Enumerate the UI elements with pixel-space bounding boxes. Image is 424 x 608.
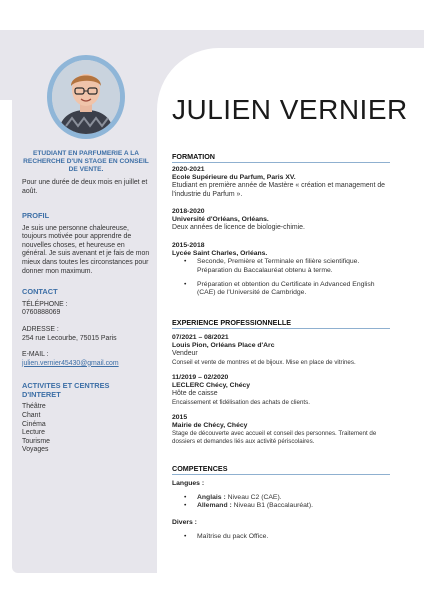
entry-place: LECLERC Chécy, Chécy [172, 382, 251, 390]
langue-name: Allemand : [197, 502, 232, 510]
entry-date: 2020-2021 [172, 166, 205, 173]
formation-entry [172, 208, 388, 233]
entry-place: Mairie de Chécy, Chécy [172, 422, 248, 430]
formation-entry [172, 242, 388, 297]
entry-description: Stage de découverte avec accueil et conseil des personnes. Traitement de dossiers et demandes liés aux activité périscolaires. [172, 430, 377, 445]
activity-item: Chant [22, 411, 41, 419]
activity-item: Voyages [22, 446, 49, 454]
experience-entry [172, 374, 388, 406]
email-label: E-MAIL : [22, 351, 49, 359]
address-label: ADRESSE : [22, 325, 59, 333]
entry-place: Université d'Orléans, Orléans. [172, 216, 269, 224]
langue-name: Anglais : [197, 494, 226, 502]
intro-text: Pour une durée de deux mois en juillet et août. [22, 179, 148, 195]
phone-label: TÉLÉPHONE : [22, 300, 68, 308]
profil-heading: PROFIL [22, 211, 50, 221]
activities-heading: ACTIVITES ET CENTRES D'INTERET [22, 381, 110, 399]
langue-level: Niveau C2 (CAE). [225, 494, 282, 502]
formation-divider [172, 162, 390, 163]
person-photo-icon [52, 60, 120, 134]
phone-value: 0760888069 [22, 309, 61, 317]
activity-item: Théâtre [22, 403, 46, 411]
entry-role: Hôte de caisse [172, 390, 218, 398]
profile-photo [52, 60, 120, 134]
entry-bullet: • Préparation et obtention du Certificate in Advanced English (CAE) de l'Université de Cambridge. [197, 281, 388, 297]
langues-label: Langues : [172, 480, 205, 487]
activity-item: Lecture [22, 429, 45, 437]
divers-item: • Maîtrise du pack Office. [197, 533, 388, 541]
divers-list [172, 533, 388, 541]
entry-bullet: • Seconde, Première et Terminale en filière scientifique. Préparation du Baccalauréat obtenu à terme. [197, 258, 388, 274]
entry-place: Lycée Saint Charles, Orléans. [172, 250, 268, 258]
formation-heading: FORMATION [172, 152, 215, 161]
contact-heading: CONTACT [22, 287, 58, 297]
entry-bullet-list [172, 258, 388, 297]
langue-level: Niveau B1 (Baccalauréat). [231, 502, 313, 510]
competences-heading: COMPETENCES [172, 464, 228, 473]
address-value: 254 rue Lecourbe, 75015 Paris [22, 334, 117, 342]
entry-date: 2015 [172, 414, 188, 421]
entry-description: Deux années de licence de biologie-chimie. [172, 224, 305, 232]
competences-divider [172, 474, 390, 475]
email-link[interactable]: julien.vernier45430@gmail.com [22, 359, 119, 367]
entry-date: 2018-2020 [172, 208, 205, 215]
competences-block [172, 480, 388, 541]
entry-date: 11/2019 – 02/2020 [172, 374, 229, 381]
experience-divider [172, 328, 390, 329]
langues-list [172, 494, 388, 510]
formation-entry [172, 166, 388, 199]
email-line [22, 360, 150, 369]
candidate-name: JULIEN VERNIER [172, 94, 408, 125]
entry-date: 07/2021 – 08/2021 [172, 334, 229, 341]
experience-heading: EXPERIENCE PROFESSIONNELLE [172, 318, 292, 327]
entry-date: 2015-2018 [172, 242, 205, 249]
tagline: ETUDIANT EN PARFUMERIE A LA RECHERCHE D'UN STAGE EN CONSEIL DE VENTE. [23, 150, 149, 173]
profil-text: Je suis une personne chaleureuse, toujours motivée pour apprendre de nouvelles choses, et heureuse en général. Je suis avenant et je fais de mon mieux dans toutes les circonstances pour donner mon maximum. [22, 224, 150, 275]
entry-description: Conseil et vente de montres et de bijoux. Mise en place de vitrines. [172, 358, 356, 366]
experience-entry [172, 414, 388, 446]
sidebar [22, 150, 150, 455]
entry-description: Encaissement et fidélisation des achats de clients. [172, 398, 310, 406]
experience-entry [172, 334, 388, 366]
langue-item [197, 502, 388, 510]
entry-place: Louis Pion, Orléans Place d'Arc [172, 342, 275, 350]
activity-item: Cinéma [22, 420, 46, 428]
entry-description: Etudiant en première année de Mastère « création et management de l'industrie du Parfum ». [172, 182, 385, 198]
divers-label: Divers : [172, 518, 197, 526]
entry-role: Vendeur [172, 350, 198, 358]
activity-item: Tourisme [22, 437, 50, 445]
entry-place: Ecole Supérieure du Parfum, Paris XV. [172, 174, 296, 182]
langue-item [197, 494, 388, 502]
